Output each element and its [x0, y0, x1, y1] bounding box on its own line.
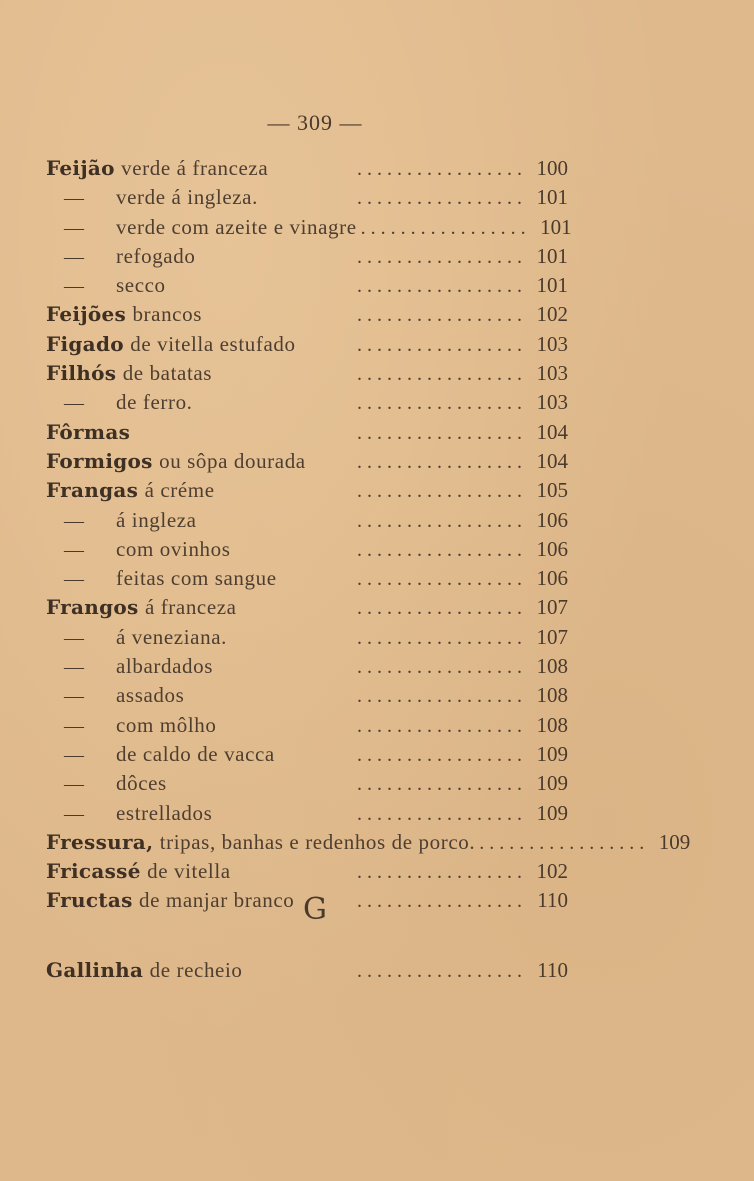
index-entry	[46, 418, 568, 447]
dot-leader: . . . . . . . . . . . . . . . . .	[357, 626, 522, 649]
entry-title	[46, 564, 281, 594]
entry-title	[46, 711, 220, 741]
entry-title	[46, 956, 247, 985]
page-reference: 106	[536, 566, 568, 591]
page-reference: 108	[536, 712, 568, 737]
page-reference: 109	[658, 829, 691, 854]
entry-headword: Filhós	[46, 361, 117, 386]
page-reference: 100	[536, 156, 568, 180]
page-reference: 104	[536, 448, 568, 473]
entry-title	[46, 740, 279, 770]
entry-description: com ovinhos	[116, 536, 231, 561]
dot-leader: . . . . . . . . . . . . . . . . .	[357, 960, 522, 982]
dot-leader: . . . . . . . . . . . . . . . . .	[357, 685, 522, 708]
page-reference: 106	[536, 507, 568, 532]
dot-leader: . . . . . . . . . . . . . . . . .	[357, 656, 522, 679]
index-entry	[46, 271, 568, 300]
entry-description: secco	[116, 273, 166, 298]
entry-description: de recheio	[149, 958, 243, 982]
entry-headword: Gallinha	[46, 958, 144, 982]
index-entry	[46, 506, 568, 535]
entry-description: verde á ingleza.	[116, 185, 258, 210]
dot-leader: . . . . . . . . . . . . . . . . .	[357, 421, 522, 444]
entry-title	[46, 447, 310, 476]
entry-description: de ferro.	[116, 390, 193, 415]
index-entry	[46, 476, 568, 505]
entry-description: á ingleza	[116, 507, 197, 532]
dot-leader: . . . . . . . . . . . . . . . . .	[357, 861, 522, 884]
entry-description: assados	[116, 683, 185, 708]
entry-headword: Fôrmas	[46, 419, 131, 444]
entry-description: á veneziana.	[116, 624, 227, 649]
index-entry	[46, 828, 691, 857]
entry-description: feitas com sangue	[116, 566, 277, 591]
dot-leader: . . . . . . . . . . . . . . . . .	[357, 245, 522, 268]
page-reference: 104	[536, 419, 568, 444]
entry-description: tripas, banhas e redenhos de porco.	[159, 829, 476, 854]
entry-description: de caldo de vacca	[116, 741, 275, 766]
entry-headword: Fructas	[46, 888, 133, 913]
page-reference: 103	[536, 331, 568, 356]
entry-headword: Fressura,	[46, 829, 154, 854]
entry-description: verde com azeite e vinagre	[116, 214, 357, 239]
index-entry	[46, 213, 572, 242]
dot-leader: . . . . . . . . . . . . . . . . .	[357, 538, 522, 561]
dot-leader: . . . . . . . . . . . . . . . . .	[357, 568, 522, 591]
entry-headword: Fricassé	[46, 859, 141, 884]
entry-title	[46, 535, 235, 565]
index-entry	[46, 388, 568, 417]
index-entry	[46, 359, 568, 388]
entry-description: de vitella	[147, 859, 231, 884]
index-entry	[46, 956, 568, 985]
entry-title	[46, 242, 199, 272]
entry-title	[46, 418, 134, 447]
dot-leader: . . . . . . . . . . . . . . . . .	[357, 333, 522, 356]
ditto-dash: —	[64, 275, 84, 298]
page-reference: 101	[540, 214, 572, 239]
dot-leader: . . . . . . . . . . . . . . . . .	[357, 597, 522, 620]
dot-leader: . . . . . . . . . . . . . . . . .	[357, 890, 522, 913]
entry-title	[46, 652, 217, 682]
entry-description: com môlho	[116, 712, 217, 737]
page-reference: 109	[536, 800, 568, 825]
dot-leader: . . . . . . . . . . . . . . . . .	[357, 509, 522, 532]
entry-description: de batatas	[122, 361, 213, 386]
dot-leader: . . . . . . . . . . . . . . . . .	[357, 304, 522, 327]
page-reference: 109	[536, 741, 568, 766]
index-entry	[46, 183, 568, 212]
dot-leader: . . . . . . . . . . . . . . . . .	[360, 216, 526, 239]
ditto-dash: —	[64, 802, 84, 825]
index-entry	[46, 242, 568, 271]
index-entry	[46, 769, 568, 798]
index-entry	[46, 154, 568, 183]
index-entry	[46, 300, 568, 329]
entry-description: brancos	[132, 302, 202, 327]
page-reference: 106	[536, 536, 568, 561]
index-entry	[46, 623, 568, 652]
entry-description: refogado	[116, 243, 196, 268]
entry-description: ou sôpa dourada	[159, 448, 306, 473]
entry-title	[46, 681, 188, 711]
dot-leader: . . . . . . . . . . . . . . . . .	[479, 831, 645, 854]
index-entry	[46, 593, 568, 622]
ditto-dash: —	[64, 538, 84, 561]
page-reference: 101	[536, 185, 568, 210]
entry-description: á franceza	[144, 595, 237, 620]
dot-leader: . . . . . . . . . . . . . . . . .	[357, 773, 522, 796]
dot-leader: . . . . . . . . . . . . . . . . .	[357, 158, 522, 180]
dot-leader: . . . . . . . . . . . . . . . . .	[357, 392, 522, 415]
page-reference: 108	[536, 654, 568, 679]
page-reference: 110	[537, 958, 568, 982]
entry-description: á créme	[144, 478, 215, 503]
entry-title	[46, 857, 235, 886]
index-entry	[46, 535, 568, 564]
dot-leader: . . . . . . . . . . . . . . . . .	[357, 480, 522, 503]
entry-headword: Feijão	[46, 156, 115, 180]
index-entry	[46, 857, 568, 886]
page-number: — 309 —	[267, 110, 363, 135]
ditto-dash: —	[64, 773, 84, 796]
ditto-dash: —	[64, 685, 84, 708]
entry-title	[46, 506, 201, 536]
entry-description: verde á franceza	[121, 156, 269, 180]
entry-title	[46, 183, 262, 213]
dot-leader: . . . . . . . . . . . . . . . . .	[357, 802, 522, 825]
page-reference: 101	[536, 243, 568, 268]
ditto-dash: —	[64, 392, 84, 415]
index-entry	[46, 652, 568, 681]
entry-title	[46, 213, 361, 243]
dot-leader: . . . . . . . . . . . . . . . . .	[357, 275, 522, 298]
dot-leader: . . . . . . . . . . . . . . . . .	[357, 743, 522, 766]
entry-description: estrellados	[116, 800, 213, 825]
page-reference: 107	[536, 624, 568, 649]
entry-title	[46, 271, 170, 301]
page-reference: 102	[536, 859, 568, 884]
page-reference: 103	[536, 390, 568, 415]
index-entry	[46, 681, 568, 710]
dot-leader: . . . . . . . . . . . . . . . . .	[357, 714, 522, 737]
section-letter: G	[303, 892, 327, 927]
index-section-g	[46, 956, 568, 985]
entry-headword: Feijões	[46, 302, 127, 327]
entry-title	[46, 828, 479, 857]
page-reference: 101	[536, 273, 568, 298]
ditto-dash: —	[64, 626, 84, 649]
page-reference: 110	[537, 888, 568, 913]
page-reference: 102	[536, 302, 568, 327]
entry-headword: Figado	[46, 331, 124, 356]
page-reference: 105	[536, 478, 568, 503]
entry-description: de manjar branco	[139, 888, 295, 913]
entry-title	[46, 769, 171, 799]
dot-leader: . . . . . . . . . . . . . . . . .	[357, 450, 522, 473]
entry-headword: Frangas	[46, 478, 139, 503]
index-section-f	[46, 154, 691, 916]
entry-title	[46, 330, 300, 359]
entry-headword: Frangos	[46, 595, 139, 620]
entry-title	[46, 799, 216, 829]
entry-title	[46, 388, 197, 418]
page-reference: 103	[536, 361, 568, 386]
index-entry	[46, 799, 568, 828]
dot-leader: . . . . . . . . . . . . . . . . .	[357, 187, 522, 210]
page-reference: 107	[536, 595, 568, 620]
ditto-dash: —	[64, 245, 84, 268]
entry-title	[46, 359, 216, 388]
entry-title	[46, 593, 241, 622]
index-entry	[46, 740, 568, 769]
entry-headword: Formigos	[46, 448, 153, 473]
ditto-dash: —	[64, 714, 84, 737]
ditto-dash: —	[64, 743, 84, 766]
entry-title	[46, 154, 272, 183]
entry-title	[46, 623, 231, 653]
index-entry	[46, 711, 568, 740]
page-reference: 109	[536, 771, 568, 796]
ditto-dash: —	[64, 216, 84, 239]
entry-description: dôces	[116, 771, 167, 796]
index-entry	[46, 330, 568, 359]
index-entry	[46, 564, 568, 593]
dot-leader: . . . . . . . . . . . . . . . . .	[357, 363, 522, 386]
entry-title	[46, 300, 206, 329]
page-reference: 108	[536, 683, 568, 708]
ditto-dash: —	[64, 568, 84, 591]
ditto-dash: —	[64, 656, 84, 679]
ditto-dash: —	[64, 509, 84, 532]
entry-description: de vitella estufado	[130, 331, 296, 356]
entry-description: albardados	[116, 654, 213, 679]
entry-title	[46, 476, 219, 505]
index-entry	[46, 447, 568, 476]
ditto-dash: —	[64, 187, 84, 210]
